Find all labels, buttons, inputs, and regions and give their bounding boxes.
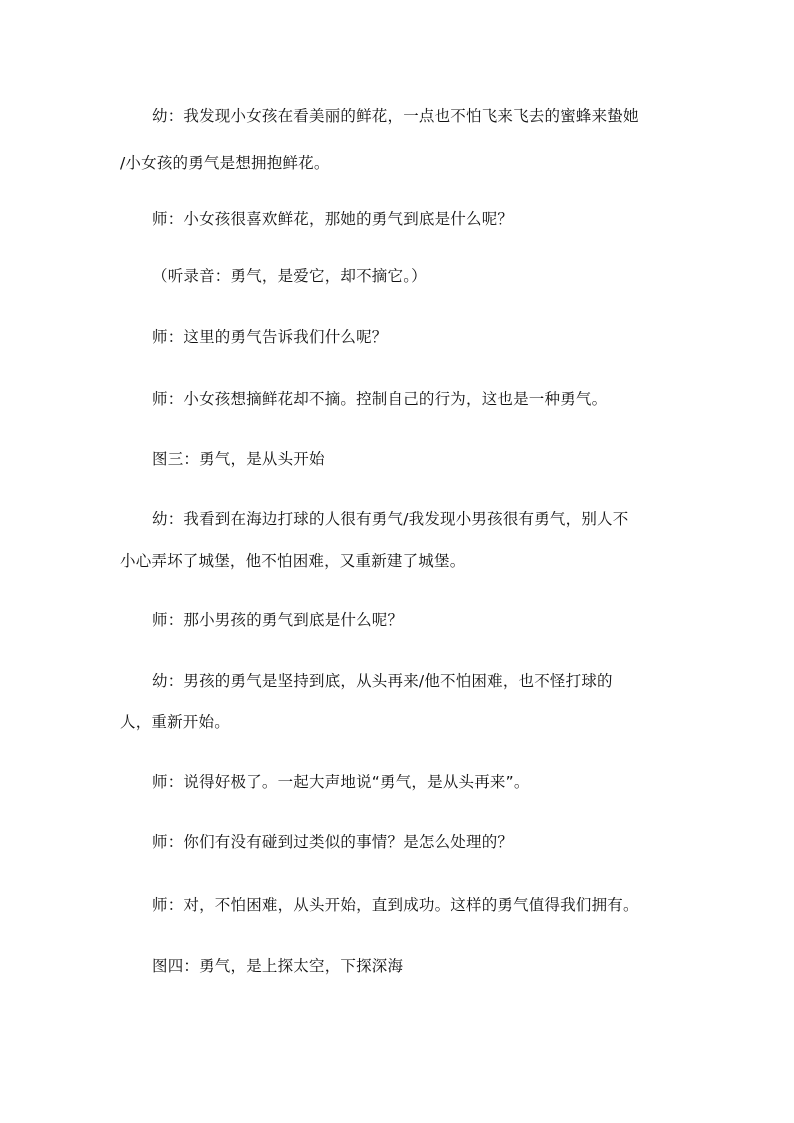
paragraph-line: 师：小女孩想摘鲜花却不摘。控制自己的行为，这也是一种勇气。 — [152, 390, 608, 408]
paragraph-line: 人，重新开始。 — [120, 713, 230, 731]
paragraph-line: 师：你们有没有碰到过类似的事情？是怎么处理的？ — [152, 833, 514, 851]
paragraph-line: 师：那小男孩的勇气到底是什么呢？ — [152, 611, 404, 629]
section-heading: 图四：勇气，是上探太空，下探深海 — [152, 957, 404, 975]
paragraph-line: /小女孩的勇气是想拥抱鲜花。 — [120, 154, 330, 172]
paragraph-line: 幼：男孩的勇气是坚持到底，从头再来/他不怕困难，也不怪打球的 — [152, 672, 613, 690]
paragraph-line: 小心弄坏了城堡，他不怕困难，又重新建了城堡。 — [120, 552, 466, 570]
paragraph-line: 师：这里的勇气告诉我们什么呢？ — [152, 328, 388, 346]
paragraph-line: 幼：我看到在海边打球的人很有勇气/我发现小男孩很有勇气，别人不 — [152, 510, 629, 528]
paragraph-line: 师：说得好极了。一起大声地说“勇气，是从头再来”。 — [152, 773, 530, 791]
paragraph-line: （听录音：勇气，是爱它，却不摘它。） — [152, 267, 427, 285]
paragraph-line: 师：对，不怕困难，从头开始，直到成功。这样的勇气值得我们拥有。 — [152, 896, 639, 914]
paragraph-line: 幼：我发现小女孩在看美丽的鲜花，一点也不怕飞来飞去的蜜蜂来蛰她 — [152, 107, 639, 125]
paragraph-line: 师：小女孩很喜欢鲜花，那她的勇气到底是什么呢？ — [152, 210, 514, 228]
section-heading: 图三：勇气，是从头开始 — [152, 450, 325, 468]
